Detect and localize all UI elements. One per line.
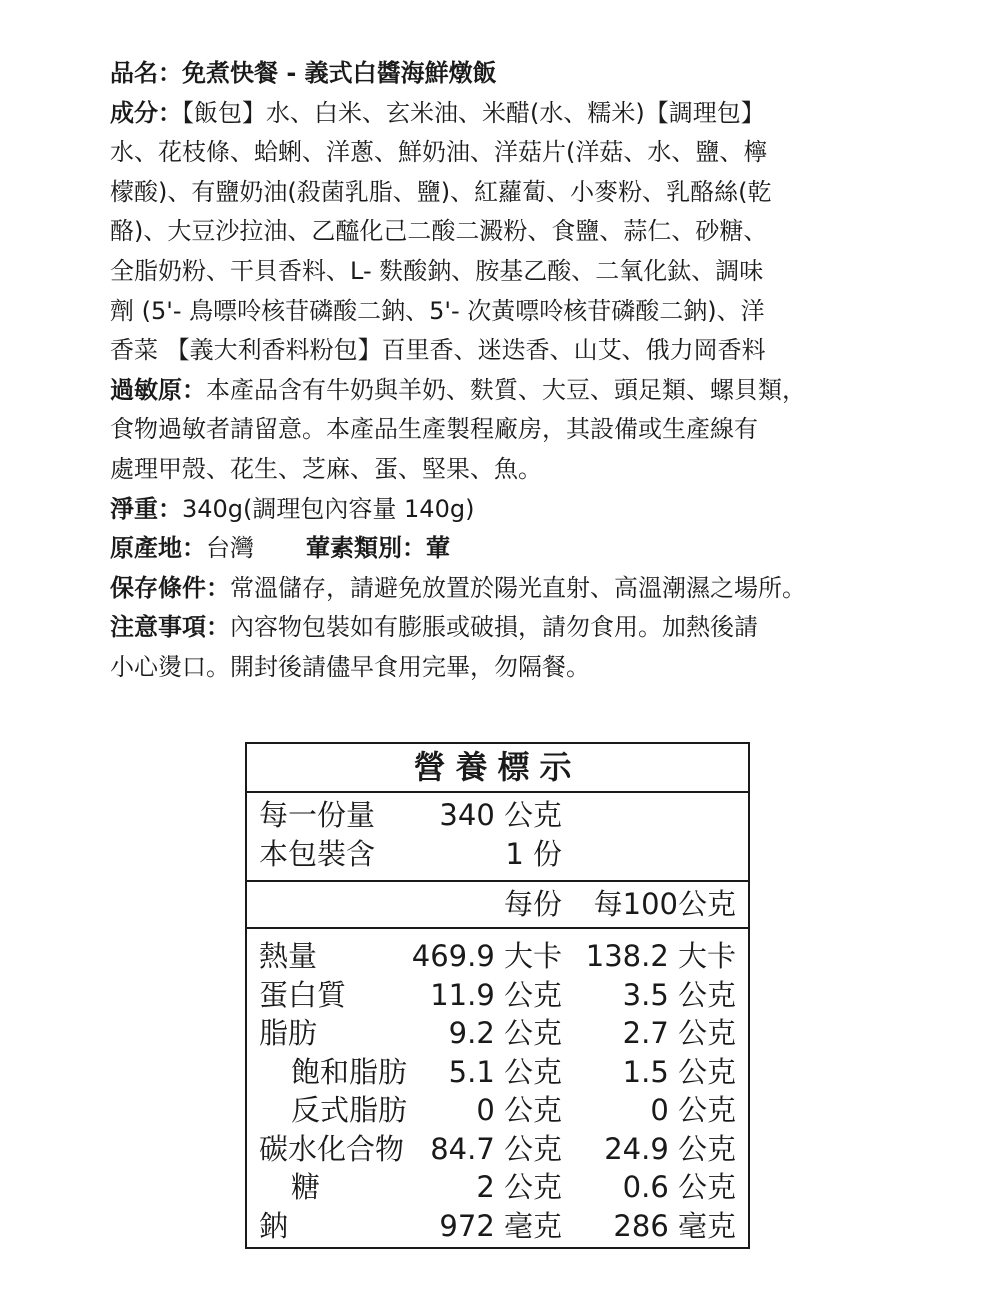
origin-line xyxy=(110,529,910,569)
storage-line xyxy=(110,569,910,609)
nutrient-per-serving: 11.9 公克 xyxy=(430,977,562,1012)
vegetarian-label: 葷素類別： xyxy=(306,534,426,563)
vegetarian-value: 葷 xyxy=(426,534,450,563)
nutrient-name: 蛋白質 xyxy=(259,977,347,1012)
nutrient-row-sugar xyxy=(247,1168,748,1207)
nutrient-name: 鈉 xyxy=(259,1208,289,1243)
serving-size-label: 每一份量 xyxy=(259,798,376,832)
nutrient-section xyxy=(247,929,748,1245)
nutrient-per-100g: 0 公克 xyxy=(650,1093,736,1127)
ingredients-line: 水、花枝條、蛤蜊、洋蔥、鮮奶油、洋菇片(洋菇、水、鹽、檸 xyxy=(110,138,768,167)
ingredients-line: 香菜 【義大利香料粉包】百里香、迷迭香、山艾、俄力岡香料 xyxy=(110,336,766,365)
nutrient-per-100g: 1.5 公克 xyxy=(622,1054,736,1089)
nutrition-title: 營養標示 xyxy=(247,744,748,793)
notes-line xyxy=(110,608,910,648)
servings-per-pack-value: 1 份 xyxy=(505,836,562,871)
origin-value: 台灣 xyxy=(206,534,254,563)
notes-text: 內容物包裝如有膨脹或破損，請勿食用。加熱後請 xyxy=(230,613,758,642)
nutrient-row-trans-fat xyxy=(247,1091,748,1130)
allergen-line: 食物過敏者請留意。本產品生產製程廠房，其設備或生產線有 xyxy=(110,415,758,444)
net-weight-value: 340g(調理包內容量 140g) xyxy=(182,494,475,523)
ingredients-line: 全脂奶粉、干貝香料、L- 麩酸鈉、胺基乙酸、二氧化鈦、調味 xyxy=(110,256,764,285)
allergen-text: 本產品含有牛奶與羊奶、麩質、大豆、頭足類、螺貝類， xyxy=(206,375,806,404)
nutrient-row-fat xyxy=(247,1014,748,1053)
column-header-section xyxy=(247,882,748,929)
nutrient-name: 碳水化合物 xyxy=(259,1131,405,1166)
net-weight-line xyxy=(110,490,910,530)
nutrient-row-protein xyxy=(247,976,748,1015)
nutrient-per-serving: 5.1 公克 xyxy=(448,1054,562,1089)
column-header-row xyxy=(247,882,748,927)
ingredients-text: 【飯包】水、白米、玄米油、米醋(水、糯米)【調理包】 xyxy=(182,98,765,127)
nutrient-per-serving: 0 公克 xyxy=(476,1093,562,1127)
notes-line: 小心燙口。開封後請儘早食用完畢，勿隔餐。 xyxy=(110,652,590,681)
nutrient-per-serving: 469.9 大卡 xyxy=(411,939,562,973)
origin-label: 原產地： xyxy=(110,534,206,563)
nutrient-per-100g: 2.7 公克 xyxy=(622,1016,736,1050)
notes-label: 注意事項： xyxy=(110,613,230,642)
nutrient-per-serving: 9.2 公克 xyxy=(448,1016,562,1050)
storage-label: 保存條件： xyxy=(110,573,230,602)
nutrient-name: 糖 xyxy=(291,1170,321,1204)
storage-value: 常溫儲存，請避免放置於陽光直射、高溫潮濕之場所。 xyxy=(230,573,806,602)
nutrition-table xyxy=(245,742,750,1249)
nutrient-per-serving: 2 公克 xyxy=(476,1170,562,1204)
nutrient-name: 飽和脂肪 xyxy=(291,1054,408,1089)
product-name-label: 品名： xyxy=(110,59,182,87)
nutrient-per-100g: 0.6 公克 xyxy=(622,1170,736,1204)
nutrient-row-saturated-fat xyxy=(247,1053,748,1092)
nutrient-row-energy xyxy=(247,937,748,976)
servings-per-pack-row xyxy=(247,835,748,874)
nutrient-per-100g: 24.9 公克 xyxy=(604,1131,736,1166)
nutrient-per-100g: 138.2 大卡 xyxy=(585,939,736,973)
allergen-line xyxy=(110,371,910,411)
nutrient-row-carbohydrate xyxy=(247,1130,748,1169)
nutrient-per-100g: 286 毫克 xyxy=(613,1208,736,1243)
nutrient-name: 反式脂肪 xyxy=(291,1093,408,1127)
serving-size-row xyxy=(247,796,748,835)
per-serving-header: 每份 xyxy=(503,887,562,921)
serving-size-value: 340 公克 xyxy=(439,798,562,832)
allergen-label: 過敏原： xyxy=(110,375,206,404)
nutrient-row-sodium xyxy=(247,1207,748,1246)
allergen-line: 處理甲殼、花生、芝麻、蛋、堅果、魚。 xyxy=(110,454,542,483)
product-name-value: 免煮快餐 - 義式白醬海鮮燉飯 xyxy=(182,59,497,87)
ingredients-label: 成分： xyxy=(110,98,182,127)
ingredients-line: 酪)、大豆沙拉油、乙醯化己二酸二澱粉、食鹽、蒜仁、砂糖、 xyxy=(110,217,768,246)
ingredients-line xyxy=(110,94,910,134)
nutrient-per-100g: 3.5 公克 xyxy=(622,977,736,1012)
nutrient-per-serving: 84.7 公克 xyxy=(430,1131,562,1166)
ingredients-line: 劑 (5'- 鳥嘌呤核苷磷酸二鈉、5'- 次黃嘌呤核苷磷酸二鈉)、洋 xyxy=(110,296,765,325)
nutrient-name: 脂肪 xyxy=(259,1016,318,1050)
product-name-line xyxy=(110,54,910,94)
product-info xyxy=(110,54,910,688)
nutrient-name: 熱量 xyxy=(259,939,318,973)
net-weight-label: 淨重： xyxy=(110,494,182,523)
servings-per-pack-label: 本包裝含 xyxy=(259,836,376,871)
serving-section xyxy=(247,796,748,882)
per-100g-header: 每100公克 xyxy=(593,887,736,921)
ingredients-line: 檬酸)、有鹽奶油(殺菌乳脂、鹽)、紅蘿蔔、小麥粉、乳酪絲(乾 xyxy=(110,177,772,206)
nutrient-per-serving: 972 毫克 xyxy=(439,1208,562,1243)
